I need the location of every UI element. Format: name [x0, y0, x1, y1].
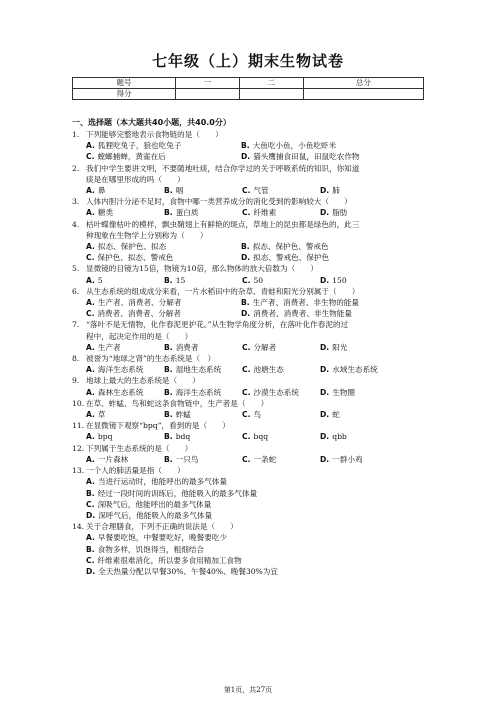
answer-option[interactable]	[241, 241, 396, 252]
question-text: “落叶不是无情物，化作春泥更护花。”从生物学角度分析，在落叶化作春泥的过	[86, 320, 349, 330]
score-table	[72, 77, 424, 100]
question-text: 在显微镜下观察“bpq”，看到的是（ ）	[86, 421, 230, 431]
answer-options	[72, 532, 432, 577]
option-letter: C.	[242, 275, 251, 285]
option-text: 鼻	[97, 186, 106, 196]
question-item	[72, 319, 432, 353]
question-text: 在草、蚱蜢、鸟和蛇这条食物链中，生产者是（ ）	[86, 398, 269, 408]
option-text: 食物多样，饥饱得当，粗细结合	[97, 544, 204, 554]
question-list	[72, 129, 432, 577]
answer-options	[72, 364, 432, 375]
answer-option[interactable]	[86, 297, 241, 308]
answer-option[interactable]	[164, 275, 242, 286]
option-text: 拟态、警戒色、保护色	[253, 253, 330, 263]
option-letter: B.	[164, 432, 173, 442]
option-letter: D.	[320, 342, 330, 352]
question-text: 下列属于生态系统的是（ ）	[86, 443, 193, 453]
option-text: 沙漠生态系统	[253, 387, 300, 397]
score-header-cell: 二	[239, 78, 303, 89]
answer-option[interactable]	[72, 532, 432, 543]
answer-option[interactable]	[320, 409, 398, 420]
answer-option[interactable]	[241, 140, 396, 151]
answer-option[interactable]	[72, 544, 432, 555]
answer-option[interactable]	[72, 476, 432, 487]
answer-option[interactable]	[164, 185, 242, 196]
answer-option[interactable]	[72, 510, 432, 521]
option-letter: A.	[86, 365, 95, 375]
question-number: 14.	[72, 522, 85, 532]
option-text: 气管	[253, 186, 269, 196]
answer-option[interactable]	[86, 308, 241, 319]
answer-option[interactable]	[164, 364, 242, 375]
answer-option[interactable]	[320, 387, 398, 398]
answer-option[interactable]	[86, 241, 241, 252]
option-letter: A.	[86, 141, 95, 151]
option-letter: D.	[320, 275, 330, 285]
option-letter: C.	[242, 186, 251, 196]
option-letter: C.	[242, 365, 251, 375]
answer-options	[72, 140, 432, 162]
question-number: 6.	[72, 286, 80, 296]
question-number: 1.	[72, 130, 80, 139]
answer-option[interactable]	[164, 207, 242, 218]
option-text: qbb	[332, 432, 347, 442]
option-letter: B.	[164, 410, 173, 420]
option-text: 5	[97, 275, 103, 285]
option-letter: A.	[86, 275, 95, 285]
answer-option[interactable]	[242, 342, 320, 353]
answer-option[interactable]	[72, 555, 432, 566]
question-text-continued: 痰是在哪里形成的吗（ ）	[86, 174, 185, 184]
question-text: 下列能够完整地表示食物链的是（ ）	[86, 130, 223, 139]
option-text: 消费者、消费者、非生物能量	[253, 309, 352, 319]
question-number: 3.	[72, 197, 80, 207]
option-letter: B.	[241, 242, 250, 252]
option-letter: B.	[164, 387, 173, 397]
answer-option[interactable]	[72, 566, 432, 577]
answer-option[interactable]	[164, 387, 242, 398]
answer-option[interactable]	[86, 431, 164, 442]
answer-option[interactable]	[242, 364, 320, 375]
question-stem	[72, 398, 432, 409]
answer-options	[72, 207, 432, 218]
question-item	[72, 353, 432, 375]
option-text: bdq	[175, 432, 191, 442]
answer-options	[72, 431, 432, 442]
option-text: 分解者	[253, 342, 277, 352]
answer-option[interactable]	[86, 185, 164, 196]
option-text: 一片森林	[97, 454, 129, 464]
option-text: 50	[253, 275, 264, 285]
option-text: 水域生态系统	[332, 365, 378, 375]
question-number: 8.	[72, 354, 80, 364]
answer-options	[72, 297, 432, 319]
option-text: 消费者、消费者、分解者	[97, 309, 181, 319]
answer-option[interactable]	[241, 297, 396, 308]
option-text: 消费者	[175, 342, 199, 352]
question-text: 一个人的肺活量是指（ ）	[86, 466, 185, 476]
answer-option[interactable]	[241, 151, 396, 162]
question-stem	[72, 420, 432, 431]
answer-options	[72, 387, 432, 398]
question-text-continued: 种现象在生物学上分别称为（ ）	[86, 230, 208, 240]
option-letter: A.	[86, 454, 95, 464]
page-title: 七年级（上）期末生物试卷	[151, 52, 344, 70]
question-stem	[72, 163, 432, 174]
answer-options	[72, 185, 432, 196]
question-item	[72, 219, 432, 264]
question-stem	[72, 219, 432, 230]
score-header-cell: 一	[176, 78, 240, 89]
option-letter: B.	[164, 454, 173, 464]
option-text: 当进行运动时，他能呼出的最多气体量	[97, 477, 227, 487]
question-number: 13.	[72, 466, 85, 476]
answer-options	[72, 342, 432, 353]
question-text: 从生态系统的组成成分来看，一片水稻田中的杂草、青蛙和阳光分别属于（ ）	[86, 286, 360, 296]
option-letter: D.	[241, 152, 251, 162]
option-letter: A.	[86, 533, 95, 543]
question-stem	[72, 196, 432, 207]
question-text: 枯叶蝶像枯叶的模样，飘虫鞘翅上有鲜艳的斑点，草地上的昆虫都是绿色的，此三	[86, 219, 360, 229]
option-letter: A.	[86, 242, 95, 252]
option-letter: D.	[320, 454, 330, 464]
score-cell[interactable]	[303, 89, 423, 100]
answer-option[interactable]	[320, 185, 398, 196]
answer-option[interactable]	[86, 151, 241, 162]
option-text: 150	[332, 275, 347, 285]
option-text: 保护色、拟态、警戒色	[97, 253, 174, 263]
answer-option[interactable]	[72, 499, 432, 510]
option-letter: C.	[242, 387, 251, 397]
page-footer: 第1页，共27页	[223, 686, 273, 694]
answer-options	[72, 275, 432, 286]
option-text: 咽	[175, 186, 184, 196]
question-text: 地球上最大的生态系统是（ ）	[86, 376, 200, 386]
question-item	[72, 521, 432, 577]
option-letter: C.	[242, 410, 251, 420]
option-text: 森林生态系统	[97, 387, 144, 397]
option-text: 生产者、消费者、非生物的能量	[252, 298, 359, 308]
answer-option[interactable]	[320, 364, 398, 375]
option-text: 蛇	[332, 410, 340, 420]
option-text: bpq	[97, 432, 113, 442]
question-number: 11.	[72, 421, 85, 431]
option-letter: B.	[241, 298, 250, 308]
option-letter: D.	[320, 387, 330, 397]
question-stem	[72, 263, 432, 274]
option-letter: B.	[164, 186, 173, 196]
option-letter: D.	[320, 365, 330, 375]
option-letter: A.	[86, 208, 95, 218]
question-item	[72, 129, 432, 163]
option-letter: D.	[241, 309, 251, 319]
option-letter: B.	[86, 544, 95, 554]
option-text: 蚱蜢	[175, 410, 191, 420]
question-stem	[72, 319, 432, 330]
answer-option[interactable]	[86, 207, 164, 218]
option-text: 草	[97, 410, 106, 420]
option-text: 肺	[332, 186, 340, 196]
answer-option[interactable]	[86, 275, 164, 286]
option-letter: C.	[242, 432, 251, 442]
question-item	[72, 465, 432, 521]
question-stem	[72, 465, 432, 476]
score-cell[interactable]	[176, 89, 240, 100]
option-text: 生产者、消费者、分解者	[97, 298, 182, 308]
answer-options	[72, 409, 432, 420]
answer-option[interactable]	[72, 488, 432, 499]
option-text: 纤维素很难消化，所以要多食用精加工食物	[97, 555, 242, 565]
option-text: 纤维素	[253, 208, 277, 218]
option-text: 早餐要吃饱，中餐要吃好，晚餐要吃少	[97, 533, 227, 543]
option-letter: D.	[320, 186, 330, 196]
option-text: 猫头鹰捕食田鼠，田鼠吃农作物	[253, 152, 360, 162]
question-stem	[72, 129, 432, 140]
answer-option[interactable]	[86, 342, 164, 353]
question-item	[72, 443, 432, 465]
question-item	[72, 163, 432, 197]
option-letter: B.	[241, 141, 250, 151]
question-item	[72, 286, 432, 320]
answer-options	[72, 241, 432, 263]
option-letter: A.	[86, 186, 95, 196]
option-letter: B.	[164, 342, 173, 352]
question-number: 2.	[72, 163, 80, 173]
option-letter: C.	[86, 309, 95, 319]
option-text: 经过一段时间的训练后，他能吸入的最多气体量	[97, 488, 258, 498]
question-stem	[72, 286, 432, 297]
question-text: 显微镜的目镜为15倍，物镜为10倍，那么物体的放大倍数为（ ）	[86, 264, 318, 274]
option-letter: C.	[86, 555, 95, 565]
question-text: 被誉为“地球之肾”的生态系统是（ ）	[86, 354, 216, 364]
option-letter: C.	[86, 152, 95, 162]
option-letter: B.	[164, 208, 173, 218]
question-number: 12.	[72, 443, 85, 453]
score-header-cell: 题号	[73, 78, 176, 89]
option-letter: A.	[86, 477, 95, 487]
answer-options	[72, 476, 432, 521]
score-header-cell: 总分	[303, 78, 423, 89]
option-letter: A.	[86, 410, 95, 420]
answer-option[interactable]	[86, 454, 164, 465]
option-text: 螳螂捕蝉，黄雀在后	[97, 152, 166, 162]
answer-option[interactable]	[164, 431, 242, 442]
option-text: 一群小鸡	[332, 454, 363, 464]
answer-option[interactable]	[164, 342, 242, 353]
question-number: 4.	[72, 219, 80, 229]
answer-option[interactable]	[320, 431, 398, 442]
answer-option[interactable]	[242, 207, 320, 218]
option-text: 阳光	[332, 342, 348, 352]
answer-option[interactable]	[242, 387, 320, 398]
option-text: 蛋白质	[175, 208, 199, 218]
option-text: 15	[175, 275, 186, 285]
option-text: 鸟	[253, 410, 262, 420]
score-table-score-row	[73, 89, 424, 100]
question-text: 关于合理膳食，下列不正确的说法是（ ）	[86, 522, 238, 532]
option-letter: D.	[320, 432, 330, 442]
option-letter: A.	[86, 387, 95, 397]
option-text: 拟态、保护色、拟态	[97, 242, 167, 252]
option-text: 深吸气后，他能呼出的最多气体量	[97, 499, 212, 509]
answer-option[interactable]	[320, 454, 398, 465]
answer-option[interactable]	[320, 207, 398, 218]
answer-option[interactable]	[242, 275, 320, 286]
option-letter: B.	[86, 488, 95, 498]
option-letter: A.	[86, 298, 95, 308]
question-stem	[72, 353, 432, 364]
question-item	[72, 196, 432, 218]
option-letter: A.	[86, 432, 95, 442]
question-item	[72, 375, 432, 397]
option-text: 生物圈	[332, 387, 355, 397]
option-letter: C.	[86, 499, 95, 509]
question-number: 9.	[72, 376, 80, 386]
option-text: 拟态、保护色、警戒色	[252, 242, 329, 252]
question-text-continued: 程中，起决定作用的是（ ）	[86, 331, 193, 341]
question-item	[72, 263, 432, 285]
score-row-label: 得分	[73, 89, 176, 100]
option-text: 池塘生态	[253, 365, 284, 375]
score-cell[interactable]	[239, 89, 303, 100]
option-text: 狐狸吃兔子，狼也吃兔子	[97, 141, 182, 151]
question-text: 我们中学生要讲文明，不要随地吐痰，结合你学过的关于呼吸系统的知识，你知道	[86, 163, 360, 173]
question-stem	[72, 521, 432, 532]
answer-option[interactable]	[86, 364, 164, 375]
option-text: 糖类	[97, 208, 114, 218]
question-stem	[72, 443, 432, 454]
question-number: 5.	[72, 264, 80, 274]
option-letter: D.	[86, 510, 96, 520]
answer-option[interactable]	[242, 431, 320, 442]
question-item	[72, 398, 432, 420]
option-letter: B.	[164, 365, 173, 375]
option-text: bqq	[253, 432, 269, 442]
option-letter: C.	[86, 253, 95, 263]
option-text: 海洋生态系统	[175, 387, 222, 397]
option-text: 一条蛇	[253, 454, 277, 464]
option-text: 湿地生态系统	[175, 365, 222, 375]
question-stem	[72, 375, 432, 386]
option-letter: D.	[320, 410, 330, 420]
answer-option[interactable]	[242, 185, 320, 196]
option-text: 深呼气后，他能吸入的最多气体量	[98, 510, 213, 520]
option-text: 大鱼吃小鱼，小鱼吃虾米	[252, 141, 337, 151]
answer-option[interactable]	[242, 454, 320, 465]
option-letter: C.	[242, 454, 251, 464]
answer-option[interactable]	[164, 409, 242, 420]
answer-option[interactable]	[86, 409, 164, 420]
answer-option[interactable]	[241, 252, 396, 263]
answer-option[interactable]	[241, 308, 396, 319]
option-text: 脂肪	[332, 208, 348, 218]
question-text: 人体内胆汁分泌不足时，食物中哪一类营养成分的消化受到的影响较大（ ）	[86, 197, 352, 207]
option-letter: C.	[242, 208, 251, 218]
question-number: 7.	[72, 320, 80, 330]
option-letter: B.	[164, 275, 173, 285]
option-text: 一只鸟	[175, 454, 199, 464]
option-letter: D.	[241, 253, 251, 263]
question-number: 10.	[72, 398, 85, 408]
option-text: 海洋生态系统	[97, 365, 144, 375]
option-letter: D.	[320, 208, 330, 218]
answer-option[interactable]	[242, 409, 320, 420]
option-letter: D.	[86, 566, 96, 576]
answer-option[interactable]	[86, 252, 241, 263]
section-title: 一、选择题（本大题共40小题，共40.0分）	[72, 118, 231, 127]
option-text: 生产者	[97, 342, 121, 352]
score-table-header-row	[73, 78, 424, 89]
answer-option[interactable]	[164, 454, 242, 465]
answer-option[interactable]	[86, 387, 164, 398]
answer-option[interactable]	[86, 140, 241, 151]
question-item	[72, 420, 432, 442]
option-text: 全天热量分配以早餐30%、午餐40%、晚餐30%为宜	[98, 566, 278, 576]
answer-options	[72, 454, 432, 465]
option-letter: C.	[242, 342, 251, 352]
answer-option[interactable]	[320, 342, 398, 353]
option-letter: A.	[86, 342, 95, 352]
answer-option[interactable]	[320, 275, 398, 286]
